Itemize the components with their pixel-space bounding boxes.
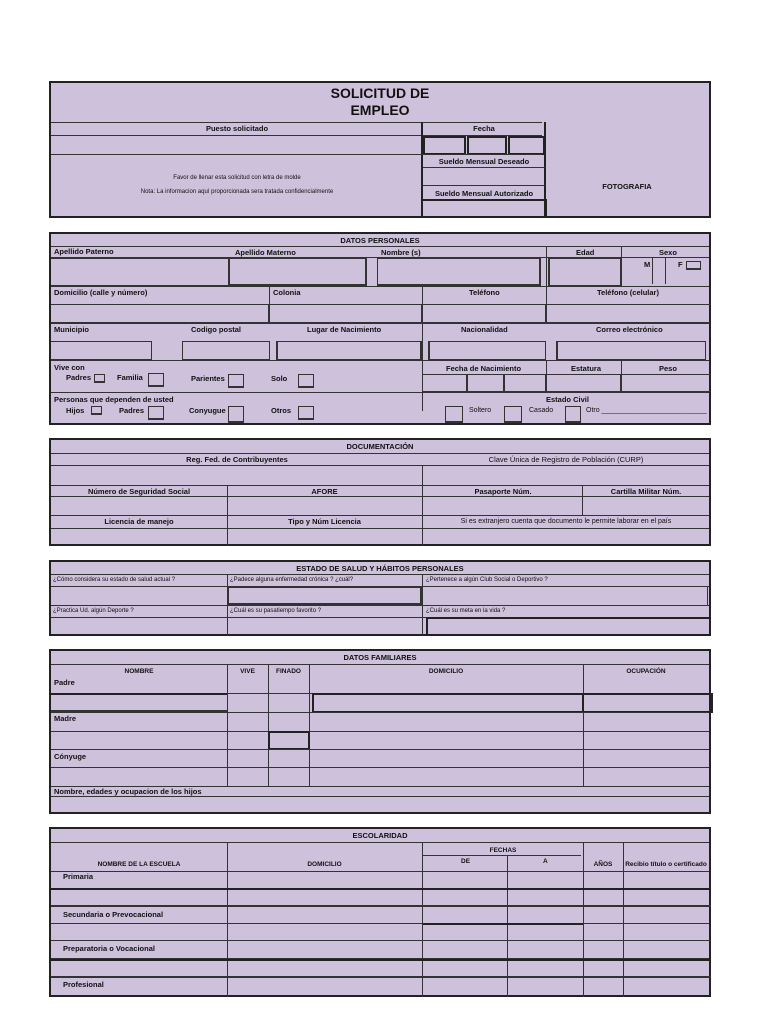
school-nombre-header: NOMBRE DE LA ESCUELA <box>97 861 181 868</box>
nacionalidad-label: Nacionalidad <box>461 325 508 334</box>
docs-section <box>49 438 711 546</box>
curp-field[interactable] <box>423 466 711 485</box>
familia-checkbox[interactable] <box>148 373 164 387</box>
padres2-checkbox[interactable] <box>148 406 164 420</box>
sueldo-autorizado-field[interactable] <box>421 199 547 218</box>
padres-checkbox[interactable] <box>94 374 105 383</box>
otros-label: Otros <box>271 406 292 415</box>
sexo-m-checkbox[interactable] <box>652 258 666 284</box>
hijos-label: Hijos <box>66 406 85 415</box>
estado-civil-label: Estado Civil <box>546 395 589 404</box>
casado-checkbox[interactable] <box>504 406 522 423</box>
lugar-nac-label: Lugar de Nacimiento <box>307 325 382 334</box>
form-title <box>51 85 709 119</box>
padre-ocupacion-field[interactable] <box>583 693 713 713</box>
telefono-field[interactable] <box>422 304 546 323</box>
sueldo-autorizado-label: Sueldo Mensual Autorizado <box>434 189 534 198</box>
preparatoria-field[interactable] <box>51 961 711 978</box>
sexo-m-label: M <box>644 260 651 269</box>
family-domicilio-header: DOMICILIO <box>428 668 464 675</box>
family-section <box>49 649 711 814</box>
correo-label: Correo electrónico <box>596 325 663 334</box>
lugar-nac-field[interactable] <box>276 341 422 360</box>
estatura-label: Estatura <box>571 364 602 373</box>
casado-label: Casado <box>529 407 554 414</box>
otro-checkbox[interactable] <box>565 406 581 423</box>
domicilio-label: Domicilio (calle y número) <box>54 288 148 297</box>
sexo-label: Sexo <box>659 248 677 257</box>
conyugue-checkbox[interactable] <box>228 406 244 423</box>
health-q5: ¿Cuál es su pasatiempo favorito ? <box>230 608 322 614</box>
puesto-label: Puesto solicitado <box>205 124 269 133</box>
fecha-nac-label: Fecha de Nacimiento <box>446 364 522 373</box>
profesional-label: Profesional <box>63 980 104 989</box>
health-a4-field[interactable] <box>51 618 227 636</box>
rfc-label: Reg. Fed. de Contribuyentes <box>186 455 288 464</box>
health-q6: ¿Cuál es su meta en la vida ? <box>426 608 506 614</box>
conyuge-domicilio-field[interactable] <box>310 768 583 786</box>
conyuge-label: Cónyuge <box>54 752 87 761</box>
secundaria-label: Secundaria o Prevocacional <box>63 910 164 919</box>
form-title-line1: SOLICITUD DE <box>330 85 430 101</box>
municipio-field[interactable] <box>51 341 152 360</box>
edad-label: Edad <box>576 248 595 257</box>
hijos-info-field[interactable] <box>51 797 711 814</box>
header-section <box>49 81 711 218</box>
cp-label: Codigo postal <box>191 325 241 334</box>
madre-finado-field[interactable] <box>268 731 310 750</box>
colonia-label: Colonia <box>273 288 301 297</box>
fecha-field-day[interactable] <box>423 136 466 155</box>
padres-label: Padres <box>66 373 92 382</box>
conyuge-nombre-field[interactable] <box>51 768 227 786</box>
primaria-field[interactable] <box>51 890 711 907</box>
family-finado-header: FINADO <box>276 668 301 675</box>
school-domicilio-header: DOMICILIO <box>307 861 342 868</box>
puesto-field[interactable] <box>51 136 423 154</box>
madre-vive-field[interactable] <box>228 732 268 749</box>
pasaporte-label: Pasaporte Núm. <box>474 487 532 496</box>
health-q3: ¿Pertenece a algún Club Social o Deportivo ? <box>426 577 548 583</box>
parientes-label: Parientes <box>191 374 225 383</box>
padre-domicilio-field[interactable] <box>312 693 584 713</box>
colonia-field[interactable] <box>269 304 422 323</box>
rfc-field[interactable] <box>51 466 422 485</box>
apellido-materno-label: Apellido Materno <box>235 248 296 257</box>
preparatoria-label: Preparatoria o Vocacional <box>63 944 155 953</box>
nacionalidad-field[interactable] <box>428 341 546 360</box>
padre-nombre-field[interactable] <box>51 694 227 712</box>
health-a2-field[interactable] <box>227 587 422 605</box>
cp-field[interactable] <box>182 341 270 360</box>
solo-checkbox[interactable] <box>298 374 314 388</box>
dependen-label: Personas que dependen de usted <box>54 395 174 404</box>
apellido-paterno-label: Apellido Paterno <box>54 247 114 256</box>
fecha-field-month[interactable] <box>467 136 507 155</box>
otro-label: Otro ___________________________ <box>586 407 707 414</box>
health-title: ESTADO DE SALUD Y HÁBITOS PERSONALES <box>296 564 464 573</box>
licencia-label: Licencia de manejo <box>104 517 174 526</box>
sueldo-deseado-field[interactable] <box>423 167 545 186</box>
parientes-checkbox[interactable] <box>228 374 244 388</box>
peso-field[interactable] <box>621 374 711 392</box>
family-nombre-header: NOMBRE <box>124 668 154 675</box>
school-titulo-header: Recibio título o certificado <box>625 861 707 868</box>
telefono-label: Teléfono <box>469 288 500 297</box>
fecha-nac-field-day[interactable] <box>422 374 467 392</box>
extranjero-field[interactable] <box>423 529 711 546</box>
health-section <box>49 560 711 636</box>
school-a-header: A <box>543 858 548 865</box>
hijos-info-label: Nombre, edades y ocupacion de los hijos <box>54 787 202 796</box>
padres2-label: Padres <box>119 406 145 415</box>
nombre-label: Nombre (s) <box>381 248 421 257</box>
conyuge-finado-field[interactable] <box>269 768 309 786</box>
personal-title: DATOS PERSONALES <box>340 236 420 245</box>
family-vive-header: VIVE <box>240 668 255 675</box>
solo-label: Solo <box>271 374 288 383</box>
domicilio-field[interactable] <box>51 304 269 323</box>
familia-label: Familia <box>117 373 143 382</box>
health-a3-field[interactable] <box>423 587 708 605</box>
peso-label: Peso <box>659 364 677 373</box>
health-a6-field[interactable] <box>426 617 711 636</box>
school-section <box>49 827 711 997</box>
nss-label: Número de Seguridad Social <box>87 487 191 496</box>
conyugue-label: Conyugue <box>189 406 226 415</box>
madre-ocupacion-field[interactable] <box>584 732 711 749</box>
secundaria-field[interactable] <box>51 924 711 941</box>
health-q4: ¿Practica Ud. algún Deporte ? <box>53 608 134 614</box>
madre-domicilio-field[interactable] <box>310 732 583 749</box>
tipo-licencia-label: Tipo y Núm Licencia <box>288 517 361 526</box>
tipo-licencia-field[interactable] <box>228 529 422 546</box>
vive-con-label: Vive con <box>54 363 85 372</box>
school-anos-header: AÑOS <box>593 861 613 868</box>
health-q2: ¿Padece alguna enfermedad crónica ? ¿cuál? <box>230 577 354 583</box>
personal-section <box>49 232 711 425</box>
madre-label: Madre <box>54 714 77 723</box>
fecha-nac-field-year[interactable] <box>504 374 546 392</box>
conyuge-vive-field[interactable] <box>228 768 268 786</box>
estatura-field[interactable] <box>546 374 621 392</box>
family-title: DATOS FAMILIARES <box>343 653 417 662</box>
afore-label: AFORE <box>311 487 338 496</box>
municipio-label: Municipio <box>54 325 89 334</box>
hijos-checkbox[interactable] <box>91 406 102 415</box>
soltero-checkbox[interactable] <box>445 406 463 423</box>
nombre-field[interactable] <box>377 258 541 286</box>
extranjero-label: Si es extranjero cuenta que documento le permite laborar en el país <box>460 518 672 525</box>
madre-nombre-field[interactable] <box>51 732 227 749</box>
nss-field[interactable] <box>51 497 227 515</box>
afore-field[interactable] <box>228 497 422 515</box>
cartilla-label: Cartilla Militar Núm. <box>610 487 682 496</box>
padre-label: Padre <box>54 678 75 687</box>
family-ocupacion-header: OCUPACIÓN <box>626 668 666 675</box>
school-title: ESCOLARIDAD <box>352 831 408 840</box>
pasaporte-field[interactable] <box>423 497 582 515</box>
form-title-line2: EMPLEO <box>350 102 410 118</box>
note-text: Nota: La informacion aquí proporcionada sera tratada confidencialmente <box>140 189 334 195</box>
fechas-header: FECHAS <box>489 847 517 854</box>
conyuge-ocupacion-field[interactable] <box>584 768 711 786</box>
telefono-cel-label: Teléfono (celular) <box>597 288 659 297</box>
padre-vive-field[interactable] <box>228 694 268 712</box>
school-de-header: DE <box>461 858 471 865</box>
correo-field[interactable] <box>556 341 706 360</box>
fecha-field-year[interactable] <box>508 136 545 155</box>
instruction-text: Favor de llenar esta solicitud con letra de molde <box>173 175 301 181</box>
licencia-field[interactable] <box>51 529 227 546</box>
photo-label: FOTOGRAFIA <box>602 182 652 191</box>
soltero-label: Soltero <box>469 407 492 414</box>
telefono-cel-field[interactable] <box>546 304 711 323</box>
curp-label: Clave Única de Registro de Población (CURP) <box>488 455 644 464</box>
edad-field[interactable] <box>548 258 621 286</box>
fecha-label: Fecha <box>473 124 495 133</box>
apellido-paterno-field[interactable] <box>51 258 229 286</box>
sueldo-deseado-label: Sueldo Mensual Deseado <box>438 157 530 166</box>
health-q1: ¿Cómo considera su estado de salud actual ? <box>53 577 176 583</box>
fecha-nac-field-month[interactable] <box>467 374 504 392</box>
padre-finado-field[interactable] <box>269 694 309 712</box>
apellido-materno-field[interactable] <box>229 258 367 286</box>
health-a5-field[interactable] <box>228 618 422 636</box>
otros-checkbox[interactable] <box>298 406 314 420</box>
docs-title: DOCUMENTACIÓN <box>346 442 414 451</box>
primaria-label: Primaria <box>63 872 94 881</box>
sexo-f-checkbox[interactable] <box>686 261 701 270</box>
health-a1-field[interactable] <box>51 587 227 605</box>
cartilla-field[interactable] <box>583 497 711 515</box>
sexo-f-label: F <box>678 260 683 269</box>
